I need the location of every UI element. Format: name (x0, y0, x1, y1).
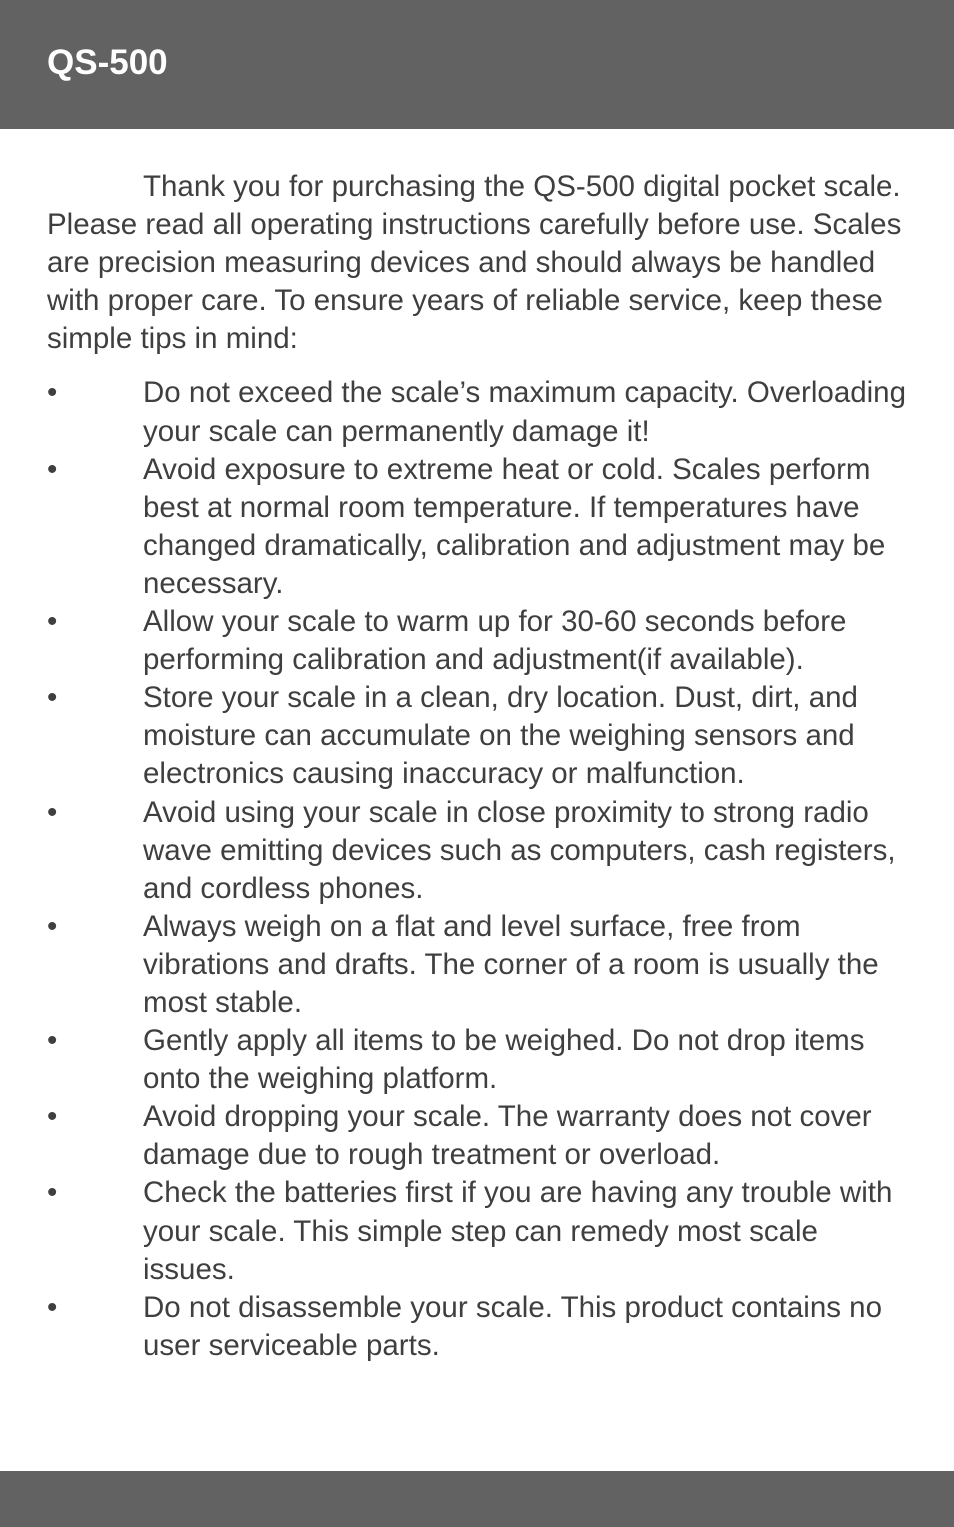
tips-list (47, 374, 907, 1364)
tip-text: Do not disassemble your scale. This product contains no user serviceable parts. (143, 1290, 882, 1362)
bullet-icon: • (47, 909, 58, 943)
bullet-icon: • (47, 605, 58, 639)
intro-paragraph: Thank you for purchasing the QS-500 digital pocket scale. Please read all operating instructions carefully before use. Scales are precision measuring devices and should always be handled with proper care. To ensure years of reliable service, keep these simple tips in mind: (47, 170, 902, 356)
tip-text: Store your scale in a clean, dry location. Dust, dirt, and moisture can accumulate on the weighing sensors and electronics causing inaccuracy or malfunction. (143, 681, 858, 791)
document-body (47, 168, 907, 1365)
tip-text: Avoid exposure to extreme heat or cold. Scales perform best at normal room temperature. If temperatures have changed dramatically, calibration and adjustment may be necessary. (143, 452, 886, 600)
bullet-icon: • (47, 1024, 58, 1058)
tip-text: Check the batteries first if you are having any trouble with your scale. This simple step can remedy most scale issues. (143, 1176, 893, 1286)
list-item (47, 603, 907, 679)
tip-text: Do not exceed the scale’s maximum capacity. Overloading your scale can permanently damage it! (143, 376, 906, 448)
bullet-icon: • (47, 681, 58, 715)
list-item (47, 374, 907, 450)
bullet-icon: • (47, 1176, 58, 1210)
tip-text: Allow your scale to warm up for 30-60 seconds before performing calibration and adjustment(if available). (143, 605, 847, 677)
bullet-icon: • (47, 1100, 58, 1134)
list-item (47, 679, 907, 793)
bullet-icon: • (47, 452, 58, 486)
footer-bar (0, 1471, 954, 1527)
page-title: QS-500 (47, 43, 168, 82)
bullet-icon: • (47, 795, 58, 829)
bullet-icon: • (47, 1290, 58, 1324)
tip-text: Avoid dropping your scale. The warranty does not cover damage due to rough treatment or overload. (143, 1100, 872, 1172)
tip-text: Always weigh on a flat and level surface, free from vibrations and drafts. The corner of a room is usually the most stable. (143, 909, 879, 1019)
tip-text: Avoid using your scale in close proximity to strong radio wave emitting devices such as computers, cash registers, and cordless phones. (143, 795, 896, 905)
list-item (47, 1022, 907, 1098)
list-item (47, 1289, 907, 1365)
bullet-icon: • (47, 376, 58, 410)
tip-text: Gently apply all items to be weighed. Do not drop items onto the weighing platform. (143, 1024, 865, 1096)
list-item (47, 908, 907, 1022)
list-item (47, 1174, 907, 1288)
list-item (47, 794, 907, 908)
header-bar (0, 0, 954, 129)
list-item (47, 451, 907, 603)
list-item (47, 1098, 907, 1174)
